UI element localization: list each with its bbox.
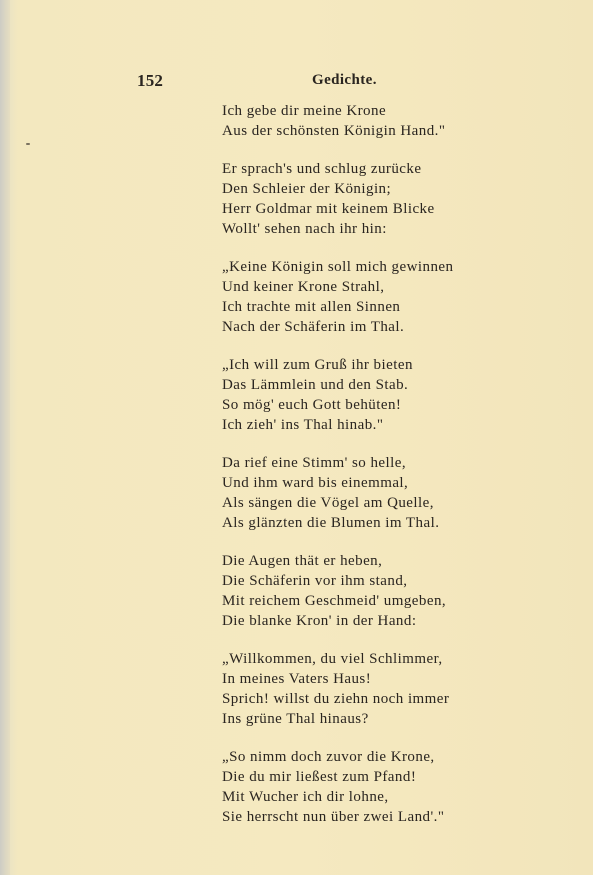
poem-line: In meines Vaters Haus! xyxy=(222,671,372,687)
poem-line: Er sprach's und schlug zurücke xyxy=(222,161,422,177)
poem-line: So mög' euch Gott behüten! xyxy=(222,397,402,413)
poem-line: Ich zieh' ins Thal hinab." xyxy=(222,417,384,433)
poem-line: Aus der schönsten Königin Hand." xyxy=(222,123,446,139)
poem-line: „Keine Königin soll mich gewinnen xyxy=(222,259,454,275)
poem-body xyxy=(222,101,522,845)
poem-line: Mit reichem Geschmeid' umgeben, xyxy=(222,593,447,609)
poem-line: Und keiner Krone Strahl, xyxy=(222,279,385,295)
poem-stanza xyxy=(222,453,522,533)
poem-line: Und ihm ward bis einemmal, xyxy=(222,475,409,491)
poem-line: Mit Wucher ich dir lohne, xyxy=(222,789,389,805)
poem-line: Wollt' sehen nach ihr hin: xyxy=(222,221,387,237)
poem-stanza xyxy=(222,551,522,631)
poem-stanza xyxy=(222,649,522,729)
poem-line: Ins grüne Thal hinaus? xyxy=(222,711,369,727)
poem-stanza xyxy=(222,159,522,239)
poem-line: Als glänzten die Blumen im Thal. xyxy=(222,515,440,531)
poem-stanza xyxy=(222,355,522,435)
poem-line: Als sängen die Vögel am Quelle, xyxy=(222,495,434,511)
poem-line: Sie herrscht nun über zwei Land'." xyxy=(222,809,445,825)
paper-speck xyxy=(26,143,30,145)
poem-line: Da rief eine Stimm' so helle, xyxy=(222,455,407,471)
poem-stanza xyxy=(222,257,522,337)
poem-line: Sprich! willst du ziehn noch immer xyxy=(222,691,450,707)
poem-stanza xyxy=(222,747,522,827)
poem-line: „So nimm doch zuvor die Krone, xyxy=(222,749,435,765)
poem-line: Die du mir ließest zum Pfand! xyxy=(222,769,417,785)
poem-line: Die blanke Kron' in der Hand: xyxy=(222,613,417,629)
poem-line: Die Schäferin vor ihm stand, xyxy=(222,573,408,589)
poem-line: Ich trachte mit allen Sinnen xyxy=(222,299,401,315)
poem-line: Den Schleier der Königin; xyxy=(222,181,392,197)
poem-line: „Willkommen, du viel Schlimmer, xyxy=(222,651,443,667)
poem-line: Nach der Schäferin im Thal. xyxy=(222,319,405,335)
running-title: Gedichte. xyxy=(312,72,377,88)
poem-line: Herr Goldmar mit keinem Blicke xyxy=(222,201,435,217)
poem-line: Ich gebe dir meine Krone xyxy=(222,103,387,119)
page-edge-shadow xyxy=(0,0,10,875)
poem-line: Das Lämmlein und den Stab. xyxy=(222,377,409,393)
poem-line: Die Augen thät er heben, xyxy=(222,553,383,569)
poem-line: „Ich will zum Gruß ihr bieten xyxy=(222,357,413,373)
page-number: 152 xyxy=(137,71,164,90)
poem-stanza xyxy=(222,101,522,141)
